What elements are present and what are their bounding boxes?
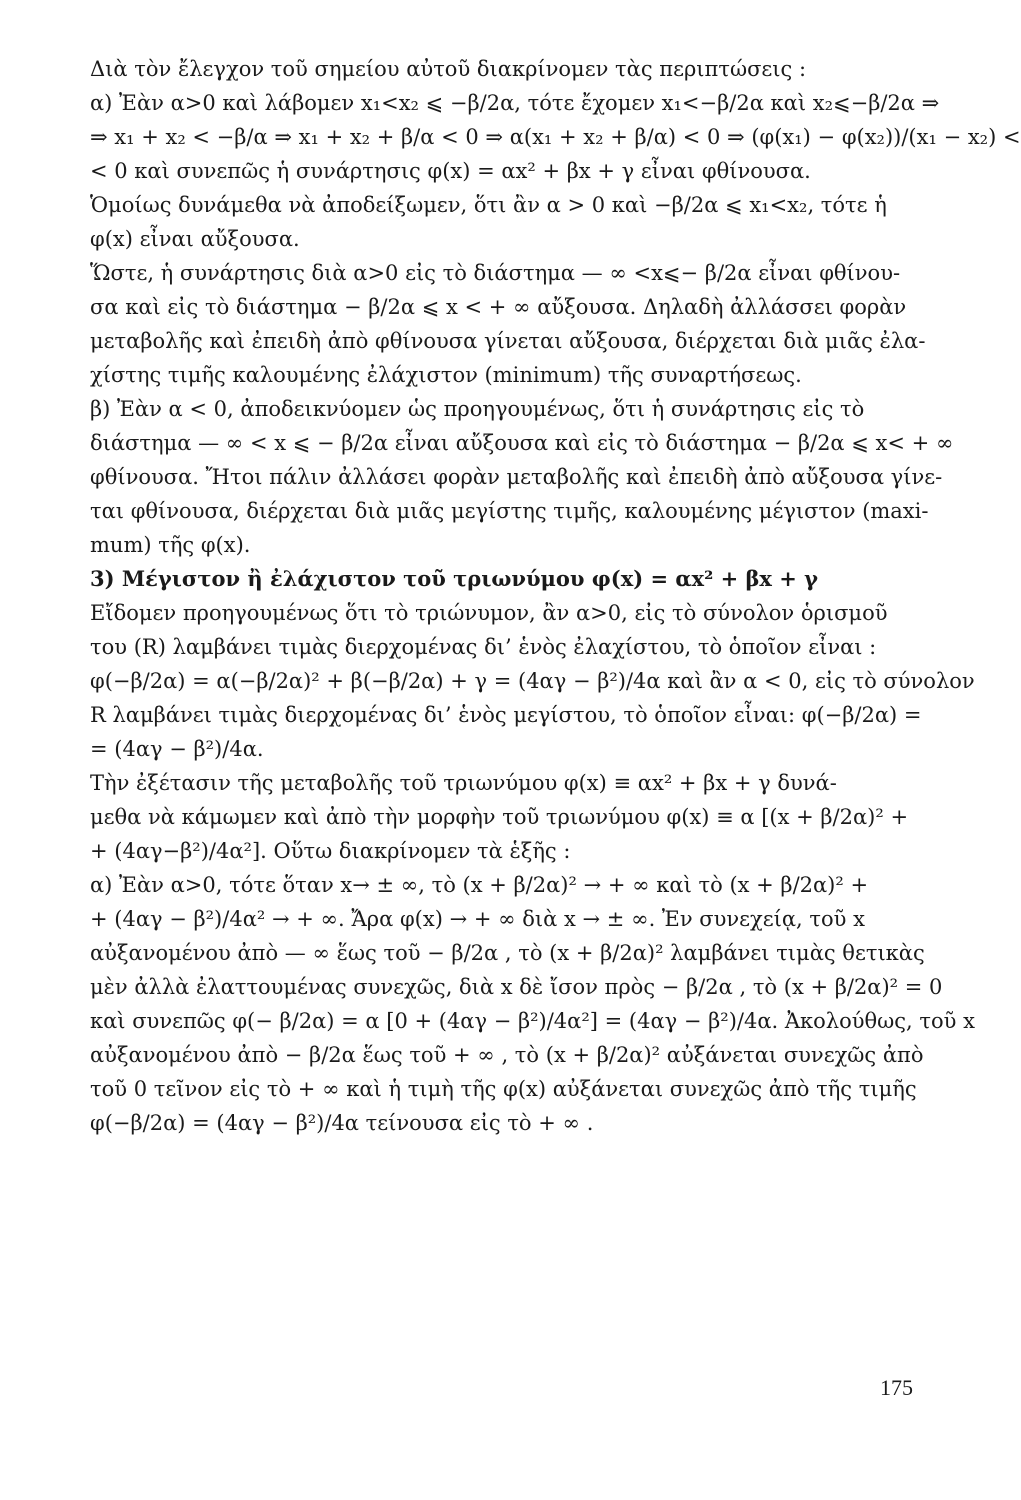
text-line: R λαμβάνει τιμὰς διερχομένας δι’ ἑνὸς μεγίστου, τὸ ὁποῖον εἶναι: φ(−β/2α) = xyxy=(90,703,922,727)
text-line: β) Ἐὰν α < 0, ἀποδεικνύομεν ὡς προηγουμένως, ὅτι ἡ συνάρτησις εἰς τὸ xyxy=(90,397,865,421)
text-line: σα καὶ εἰς τὸ διάστημα − β/2α ⩽ x < + ∞ αὔξουσα. Δηλαδὴ ἀλλάσσει φορὰν xyxy=(90,295,907,319)
text-line: φ(−β/2α) = α(−β/2α)² + β(−β/2α) + γ = (4αγ − β²)/4α καὶ ἂν α < 0, εἰς τὸ σύνολον xyxy=(90,669,975,693)
text-line: + (4αγ−β²)/4α²]. Οὕτω διακρίνομεν τὰ ἑξῆς : xyxy=(90,839,571,863)
text-line: mum) τῆς φ(x). xyxy=(90,533,251,557)
text-line: καὶ συνεπῶς φ(− β/2α) = α [0 + (4αγ − β²)/4α²] = (4αγ − β²)/4α. Ἀκολούθως, τοῦ x xyxy=(90,1009,975,1033)
text-line: + (4αγ − β²)/4α² → + ∞. Ἄρα φ(x) → + ∞ διὰ x → ± ∞. Ἐν συνεχείᾳ, τοῦ x xyxy=(90,907,865,931)
text-line: φ(x) εἶναι αὔξουσα. xyxy=(90,227,300,251)
text-line: φ(−β/2α) = (4αγ − β²)/4α τείνουσα εἰς τὸ + ∞ . xyxy=(90,1111,594,1135)
text-line: Ὥστε, ἡ συνάρτησις διὰ α>0 εἰς τὸ διάστημα — ∞ <x⩽− β/2α εἶναι φθίνου- xyxy=(90,261,901,285)
text-line: αὐξανομένου ἀπὸ − β/2α ἕως τοῦ + ∞ , τὸ (x + β/2α)² αὐξάνεται συνεχῶς ἀπὸ xyxy=(90,1043,924,1067)
text-line: Τὴν ἐξέτασιν τῆς μεταβολῆς τοῦ τριωνύμου φ(x) ≡ αx² + βx + γ δυνά- xyxy=(90,771,837,795)
text-line: Διὰ τὸν ἔλεγχον τοῦ σημείου αὐτοῦ διακρίνομεν τὰς περιπτώσεις : xyxy=(90,57,807,81)
page-number: 175 xyxy=(880,1375,913,1400)
text-line: φθίνουσα. Ἤτοι πάλιν ἀλλάσει φορὰν μεταβολῆς καὶ ἐπειδὴ ἀπὸ αὔξουσα γίνε- xyxy=(90,465,943,489)
text-line: α) Ἐὰν α>0 καὶ λάβομεν x₁<x₂ ⩽ −β/2α, τότε ἔχομεν x₁<−β/2α καὶ x₂⩽−β/2α ⇒ xyxy=(90,91,940,115)
text-line: αὐξανομένου ἀπὸ — ∞ ἕως τοῦ − β/2α , τὸ (x + β/2α)² λαμβάνει τιμὰς θετικὰς xyxy=(90,941,925,965)
text-line: α) Ἐὰν α>0, τότε ὅταν x→ ± ∞, τὸ (x + β/2α)² → + ∞ καὶ τὸ (x + β/2α)² + xyxy=(90,873,869,897)
section-heading: 3) Μέγιστον ἢ ἐλάχιστον τοῦ τριωνύμου φ(x) = αx² + βx + γ xyxy=(90,566,819,591)
body-text xyxy=(90,52,1021,1140)
text-line: Εἴδομεν προηγουμένως ὅτι τὸ τριώνυμον, ἂν α>0, εἰς τὸ σύνολον ὁρισμοῦ xyxy=(90,601,888,625)
text-line: Ὁμοίως δυνάμεθα νὰ ἀποδείξωμεν, ὅτι ἂν α > 0 καὶ −β/2α ⩽ x₁<x₂, τότε ἡ xyxy=(90,193,887,217)
text-line: ται φθίνουσα, διέρχεται διὰ μιᾶς μεγίστης τιμῆς, καλουμένης μέγιστον (maxi- xyxy=(90,499,929,523)
text-line: = (4αγ − β²)/4α. xyxy=(90,737,264,761)
text-line: μὲν ἀλλὰ ἐλαττουμένας συνεχῶς, διὰ x δὲ ἴσον πρὸς − β/2α , τὸ (x + β/2α)² = 0 xyxy=(90,975,943,999)
text-line: μεθα νὰ κάμωμεν καὶ ἀπὸ τὴν μορφὴν τοῦ τριωνύμου φ(x) ≡ α [(x + β/2α)² + xyxy=(90,805,909,829)
text-line: χίστης τιμῆς καλουμένης ἐλάχιστον (minimum) τῆς συναρτήσεως. xyxy=(90,363,802,387)
text-line: του (R) λαμβάνει τιμὰς διερχομένας δι’ ἑνὸς ἐλαχίστου, τὸ ὁποῖον εἶναι : xyxy=(90,635,877,659)
text-line: < 0 καὶ συνεπῶς ἡ συνάρτησις φ(x) = αx² + βx + γ εἶναι φθίνουσα. xyxy=(90,159,811,183)
text-line: τοῦ 0 τεῖνον εἰς τὸ + ∞ καὶ ἡ τιμὴ τῆς φ(x) αὐξάνεται συνεχῶς ἀπὸ τῆς τιμῆς xyxy=(90,1077,917,1101)
text-line: μεταβολῆς καὶ ἐπειδὴ ἀπὸ φθίνουσα γίνεται αὔξουσα, διέρχεται διὰ μιᾶς ἐλα- xyxy=(90,329,926,353)
text-line: διάστημα — ∞ < x ⩽ − β/2α εἶναι αὔξουσα καὶ εἰς τὸ διάστημα − β/2α ⩽ x< + ∞ xyxy=(90,431,954,455)
text-line: ⇒ x₁ + x₂ < −β/α ⇒ x₁ + x₂ + β/α < 0 ⇒ α(x₁ + x₂ + β/α) < 0 ⇒ (φ(x₁) − φ(x₂))/(x₁ − x₂) < xyxy=(90,125,1021,149)
